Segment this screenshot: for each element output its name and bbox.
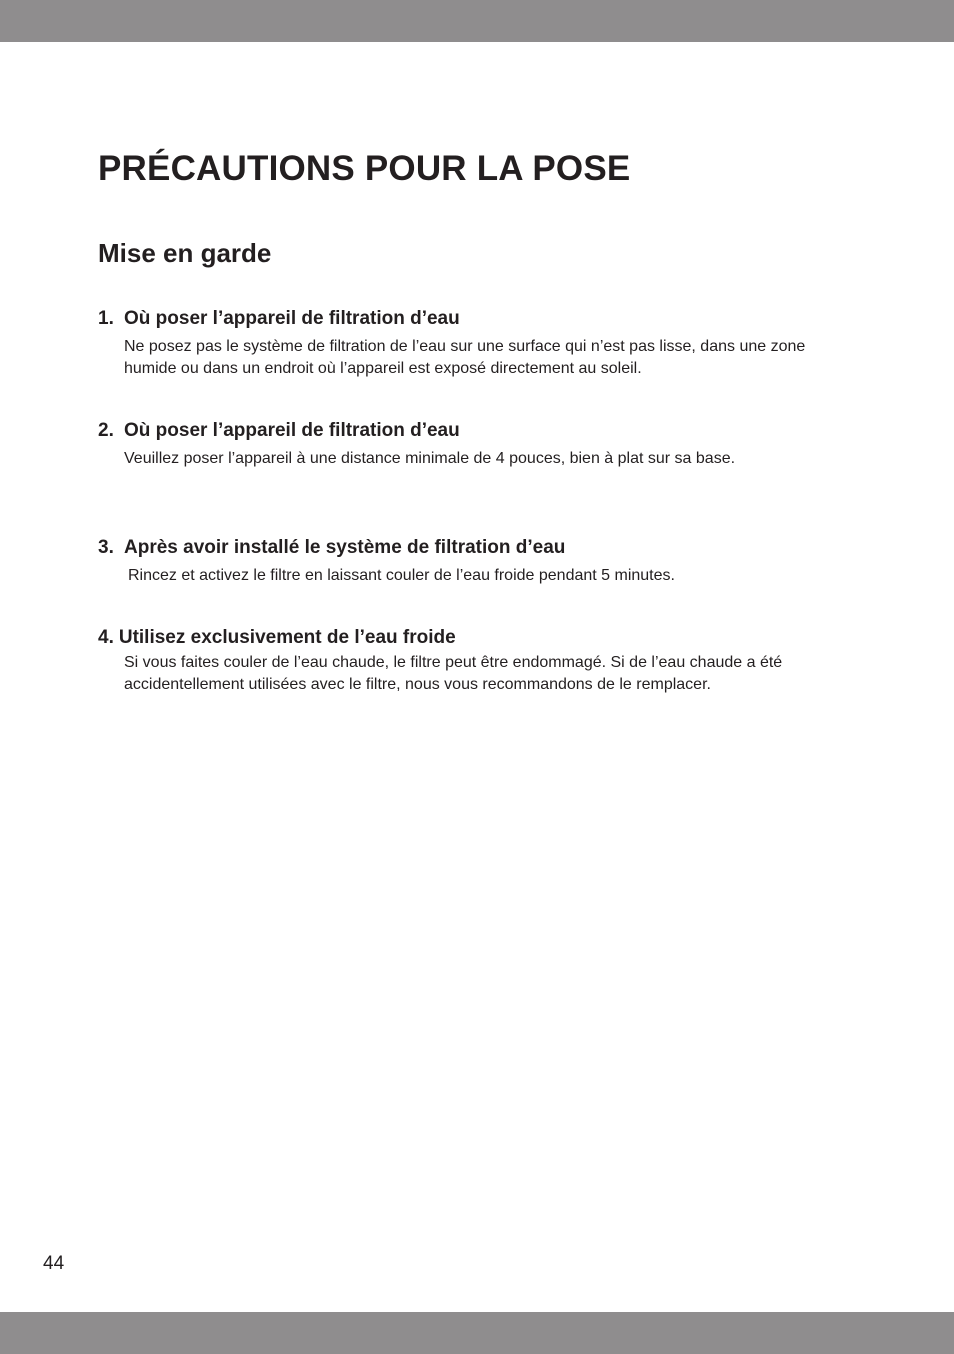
item-heading-text: Où poser l’appareil de filtration d’eau: [124, 308, 460, 329]
list-item: [98, 626, 858, 696]
item-heading: [98, 307, 858, 331]
item-body: Rincez et activez le filtre en laissant couler de l’eau froide pendant 5 minutes.: [128, 567, 675, 584]
item-body: Ne posez pas le système de filtration de l’eau sur une surface qui n’est pas lisse, dans une zone humide ou dans un endroit où l’appareil est exposé directement au soleil.: [124, 338, 806, 377]
item-heading: [98, 626, 858, 650]
item-heading-text: Où poser l’appareil de filtration d’eau: [124, 420, 460, 441]
list-item: [98, 307, 858, 380]
item-heading-text: Après avoir installé le système de filtration d’eau: [124, 537, 566, 558]
item-body: Si vous faites couler de l’eau chaude, le filtre peut être endommagé. Si de l’eau chaude a été accidentellement utilisées avec le filtre, nous vous recommandons de le remplacer.: [124, 654, 783, 693]
footer-bar: [0, 1312, 954, 1354]
item-heading: [98, 536, 858, 560]
list-item: [98, 419, 858, 470]
item-number: 2.: [98, 420, 114, 441]
item-number: 4.: [98, 627, 114, 648]
item-body: Veuillez poser l’appareil à une distance minimale de 4 pouces, bien à plat sur sa base.: [124, 450, 736, 467]
page-title: PRÉCAUTIONS POUR LA POSE: [98, 149, 631, 188]
list-item: [98, 536, 858, 587]
header-bar: [0, 0, 954, 42]
item-number: 1.: [98, 308, 114, 329]
item-heading: [98, 419, 858, 443]
item-heading-text: Utilisez exclusivement de l’eau froide: [118, 627, 456, 648]
section-title: Mise en garde: [98, 238, 272, 268]
item-number: 3.: [98, 537, 114, 558]
page-number: 44: [43, 1253, 65, 1274]
